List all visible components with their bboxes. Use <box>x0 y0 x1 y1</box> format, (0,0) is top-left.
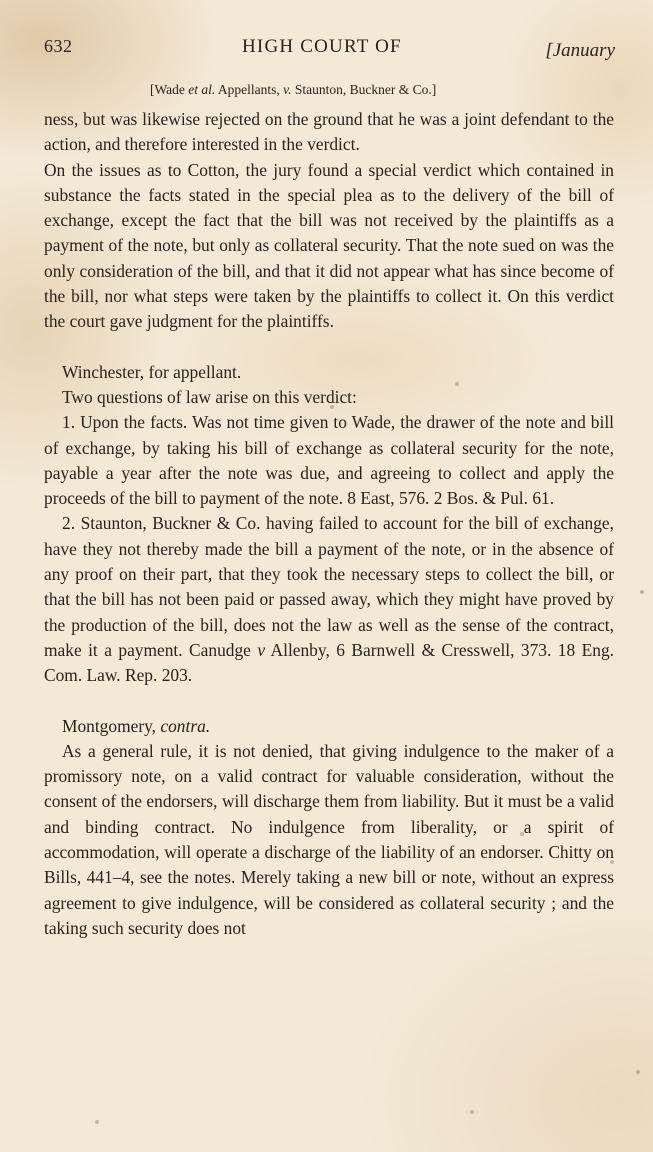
foxing-spot <box>520 832 524 836</box>
paragraph-questions: Two questions of law arise on this verdict: <box>62 386 357 407</box>
paragraph-question-one: 1. Upon the facts. Was not time given to Wade, the drawer of the note and bill of exchange, by taking his bill of exchange as collateral security for the note, payable a year after the note was due, and agreeing to collect and apply the proceeds of the bill to payment of the note. 8 East, 576. 2 Bos. & Pul. 61. <box>44 412 614 509</box>
page-header <box>44 36 615 66</box>
caption-et-al: et al. <box>188 82 216 97</box>
paragraph-continuation: ness, but was likewise rejected on the ground that he was a joint defendant to the action, and therefore interested in the verdict. <box>44 109 614 155</box>
foxing-spot <box>95 1120 99 1124</box>
running-title: HIGH COURT OF <box>242 36 402 57</box>
foxing-spot <box>636 1070 640 1074</box>
paragraph-general-rule: As a general rule, it is not denied, that giving indulgence to the maker of a promissory note, on a valid contract for valuable consideration, without the consent of the endorsers, will discharge them from liability. But it must be a valid and binding contract. No indulgence from liberality, or a spirit of accommodation, will operate a discharge of the liability of an endorser. Chitty on Bills, 441–4, see the notes. Merely taking a new bill or note, without an express agreement to give indulgence, will be considered as collateral security ; and the taking such security does not <box>44 740 614 938</box>
question-two-citation: Allenby, 6 Barnwell & Cresswell, 373. 18 Eng. Com. Law. Rep. 203. <box>44 639 614 686</box>
counsel-contra-name: Montgomery, <box>62 715 161 736</box>
counsel-contra-role: contra. <box>160 715 211 736</box>
body-text <box>44 107 614 941</box>
page-number: 632 <box>44 36 73 56</box>
caption-close: Staunton, Buckner & Co.] <box>291 82 437 97</box>
paragraph-special-verdict: On the issues as to Cotton, the jury found a special verdict which contained in substance the facts stated in the special plea as to the delivery of the bill of exchange, except the fact that the bill was not received by the plaintiffs as a payment of the note, but only as collateral security. That the note sued on was the only consideration of the bill, and that it did not appear what has since become of the bill, nor what steps were taken by the plaintiffs to collect it. On this verdict the court gave judgment for the plaintiffs. <box>44 159 614 332</box>
foxing-spot <box>330 405 334 409</box>
paragraph-question-two <box>44 511 614 688</box>
question-two-text: 2. Staunton, Buckner & Co. having failed to account for the bill of exchange, have they not thereby made the bill a payment of the note, or in the absence of any proof on their part, that they took the necessary steps to collect the bill, or that the bill has not been paid or passed away, which they might have proved by the production of the bill, does not the law as well as the sense of the contract, make it a payment. Canudge <box>44 513 614 660</box>
caption-open: [Wade <box>150 82 189 97</box>
case-caption <box>150 82 436 98</box>
foxing-spot <box>455 382 459 386</box>
foxing-spot <box>610 860 614 864</box>
counsel-contra <box>44 714 614 739</box>
foxing-spot <box>640 590 644 594</box>
foxing-spot <box>470 1110 474 1114</box>
question-two-v: v <box>257 639 266 660</box>
running-date: [January <box>545 40 615 61</box>
caption-v: v. <box>283 82 292 97</box>
counsel-appellant: Winchester, for appellant. <box>62 361 242 382</box>
caption-mid: Appellants, <box>215 82 284 97</box>
